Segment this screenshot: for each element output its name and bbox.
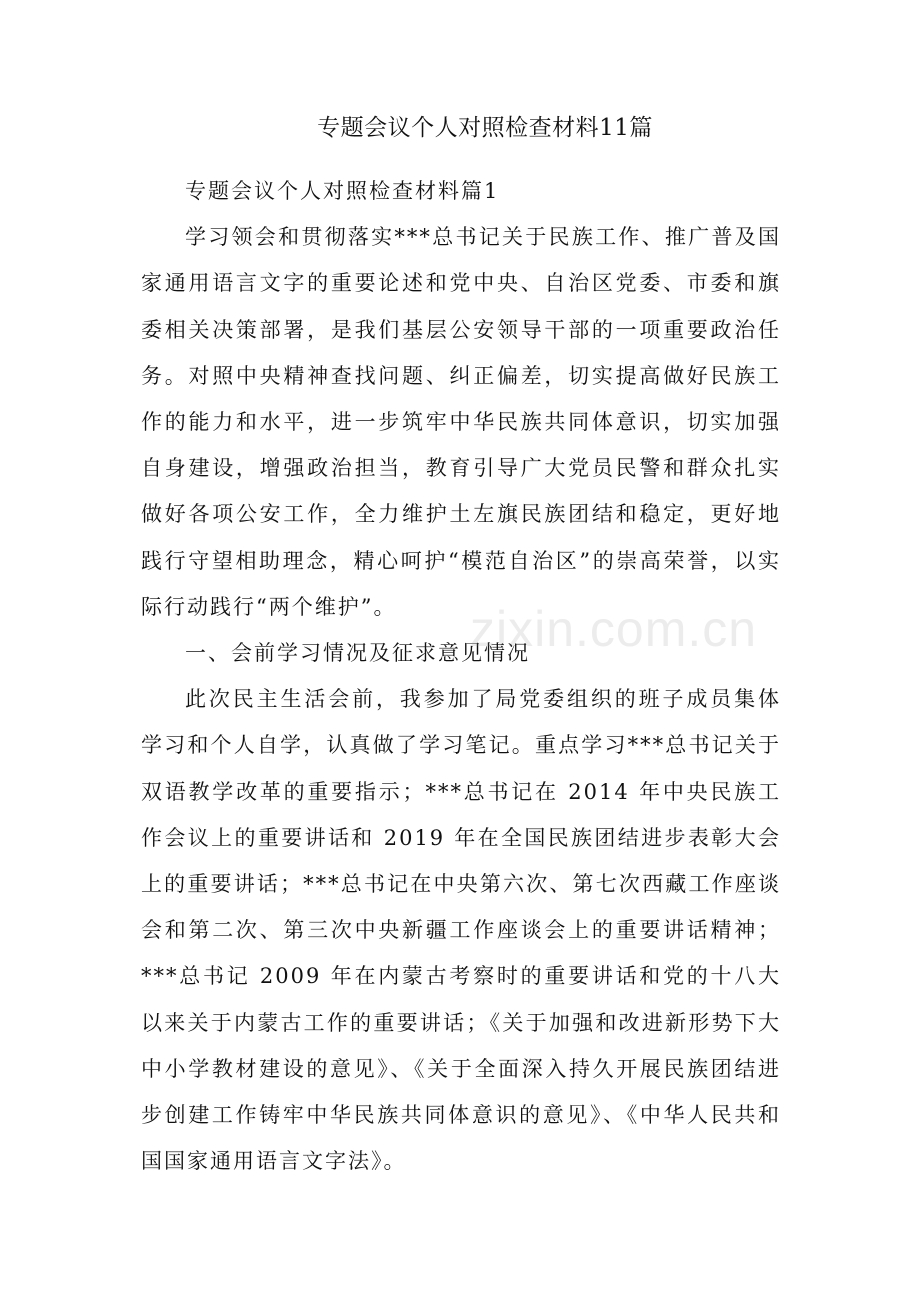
document-title: 专题会议个人对照检查材料11篇 xyxy=(317,115,653,141)
section-heading: 专题会议个人对照检查材料篇1 xyxy=(185,179,500,203)
subsection-heading: 一、会前学习情况及征求意见情况 xyxy=(185,641,530,666)
document-body xyxy=(141,168,781,1184)
watermark: zixin.com.cn xyxy=(470,601,758,657)
paragraph-intro: 学习领会和贯彻落实***总书记关于民族工作、推广普及国家通用语言文字的重要论述和党中央、自治区党委、市委和旗委相关决策部署，是我们基层公安领导干部的一项重要政治任务。对照中央精神查找问题、纠正偏差，切实提高做好民族工作的能力和水平，进一步筑牢中华民族共同体意识，切实加强自身建设，增强政治担当，教育引导广大党员民警和群众扎实做好各项公安工作，全力维护土左旗民族团结和稳定，更好地践行守望相助理念，精心呵护“模范自治区”的崇高荣誉，以实际行动践行“两个维护”。 xyxy=(141,225,781,619)
paragraph-study: 此次民主生活会前，我参加了局党委组织的班子成员集体学习和个人自学，认真做了学习笔记。重点学习***总书记关于双语教学改革的重要指示；***总书记在 2014 年中央民族工作会议上的重要讲话和 2019 年在全国民族团结进步表彰大会上的重要讲话；***总书记在中央第六次、第七次西藏工作座谈会和第二次、第三次中央新疆工作座谈会上的重要讲话精神；***总书记 2009 年在内蒙古考察时的重要讲话和党的十八大以来关于内蒙古工作的重要讲话；《关于加强和改进新形势下大中小学教材建设的意见》、《关于全面深入持久开展民族团结进步创建工作铸牢中华民族共同体意识的意见》、《中华人民共和国国家通用语言文字法》。 xyxy=(141,687,781,1174)
